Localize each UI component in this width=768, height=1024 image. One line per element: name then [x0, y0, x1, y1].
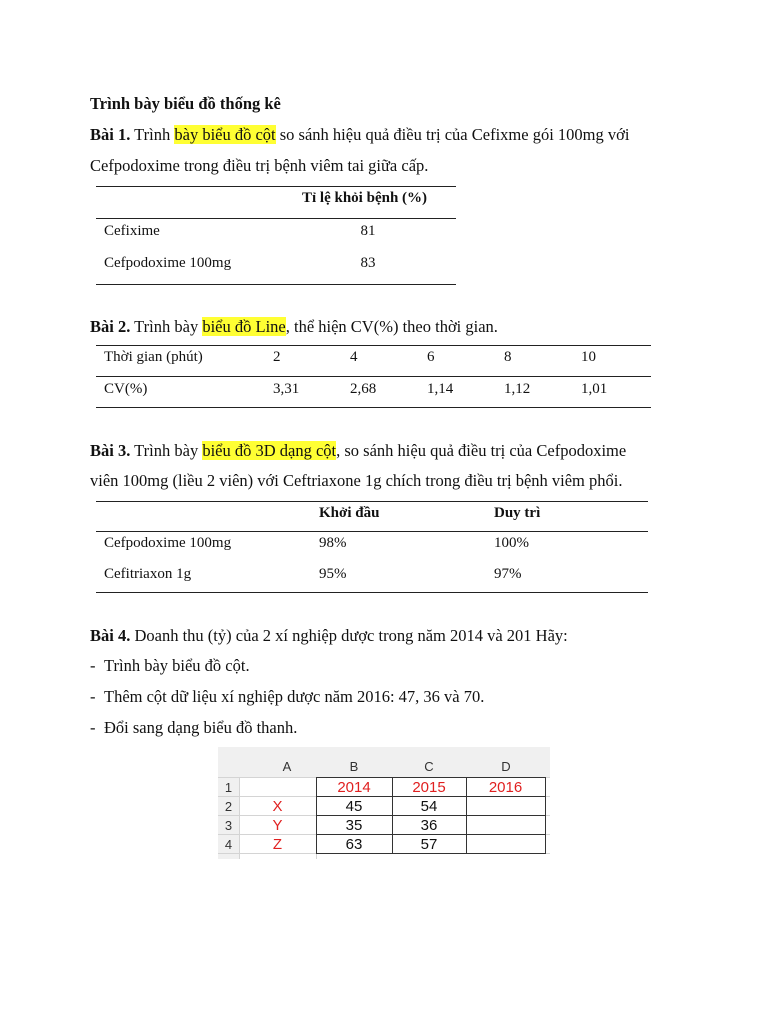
- bai1-highlight: bày biểu đồ cột: [174, 125, 276, 144]
- bai2-cv-cell: 1,12: [504, 381, 531, 397]
- bai2-label: Bài 2.: [90, 317, 131, 336]
- bai2-highlight: biểu đồ Line: [202, 317, 286, 336]
- bullet-text: Đổi sang dạng biểu đồ thanh.: [104, 718, 298, 737]
- bai2-line1: [90, 317, 498, 337]
- bai3-col2-header: Duy trì: [494, 505, 541, 521]
- bai3-row-name: Cefitriaxon 1g: [104, 566, 192, 582]
- bullet-mark: -: [90, 656, 96, 675]
- company-label: X: [272, 798, 283, 815]
- cell-border: [545, 777, 546, 854]
- year-cell: 2016: [488, 779, 523, 796]
- value-cell: 35: [345, 817, 363, 834]
- row-header-3: 3: [224, 818, 233, 833]
- bai2-time-cell: 6: [427, 349, 435, 365]
- table-rule: [96, 407, 651, 408]
- bai2-time-cell: 2: [273, 349, 281, 365]
- table-rule: [96, 531, 648, 532]
- bai2-row1-label: Thời gian (phút): [104, 349, 203, 365]
- bai4-bullet: [90, 718, 297, 738]
- bai3-row-name: Cefpodoxime 100mg: [104, 535, 232, 551]
- bai2-pre: Trình bày: [130, 317, 203, 336]
- value-cell: 45: [345, 798, 363, 815]
- value-cell: 36: [420, 817, 438, 834]
- table-rule: [96, 592, 648, 593]
- bai1-table-header: Tỉ lệ khỏi bệnh (%): [302, 190, 428, 206]
- bai2-row2-label: CV(%): [104, 381, 148, 397]
- bai1-row-name: Cefpodoxime 100mg: [104, 255, 232, 271]
- bai3-pre: Trình bày: [130, 441, 203, 460]
- bai3-row-v2: 100%: [494, 535, 529, 551]
- bai2-cv-cell: 2,68: [350, 381, 377, 397]
- bai1-label: Bài 1.: [90, 125, 131, 144]
- row-header-2: 2: [224, 799, 233, 814]
- table-rule: [96, 345, 651, 346]
- bai1-line2: Cefpodoxime trong điều trị bệnh viêm tai giữa cấp.: [90, 156, 429, 175]
- bai3-col1-header: Khởi đầu: [319, 505, 380, 521]
- column-header-d: D: [501, 759, 511, 774]
- bai4-bullet: [90, 656, 250, 676]
- company-label: Z: [272, 836, 283, 853]
- bai1-row-name: Cefixime: [104, 223, 160, 239]
- bai4-bullet: [90, 687, 484, 707]
- bai3-post: , so sánh hiệu quả điều trị của Cefpodoxime: [336, 441, 627, 460]
- column-header-a: A: [282, 759, 292, 774]
- bai2-time-cell: 8: [504, 349, 512, 365]
- bai2-time-cell: 10: [581, 349, 596, 365]
- bai2-cv-cell: 1,14: [427, 381, 454, 397]
- table-rule: [96, 186, 456, 187]
- table-rule: [96, 218, 456, 219]
- column-header-c: C: [424, 759, 434, 774]
- bai2-time-cell: 4: [350, 349, 358, 365]
- bai3-line1: [90, 441, 626, 461]
- page-heading: Trình bày biểu đồ thống kê: [90, 94, 281, 113]
- bullet-mark: -: [90, 687, 96, 706]
- bai4-text: Doanh thu (tỷ) của 2 xí nghiệp dược trong năm 2014 và 201 Hãy:: [130, 626, 568, 645]
- bai2-cv-cell: 1,01: [581, 381, 608, 397]
- bullet-text: Trình bày biểu đồ cột.: [104, 656, 250, 675]
- row-header-1: 1: [224, 780, 233, 795]
- bai4-line1: [90, 626, 568, 646]
- bai3-row-v1: 95%: [319, 566, 347, 582]
- bai3-highlight: biểu đồ 3D dạng cột: [202, 441, 337, 460]
- bai3-line2: viên 100mg (liều 2 viên) với Ceftriaxone 1g chích trong điều trị bệnh viêm phổi.: [90, 471, 623, 490]
- value-cell: 54: [420, 798, 438, 815]
- bai1-pre: Trình: [130, 125, 175, 144]
- bai3-row-v1: 98%: [319, 535, 347, 551]
- table-rule: [96, 501, 648, 502]
- table-rule: [96, 376, 651, 377]
- bai1-row-value: 81: [360, 223, 376, 239]
- column-header-b: B: [349, 759, 359, 774]
- table-rule: [96, 284, 456, 285]
- bai3-row-v2: 97%: [494, 566, 522, 582]
- bai4-label: Bài 4.: [90, 626, 131, 645]
- value-cell: 63: [345, 836, 363, 853]
- bai2-cv-cell: 3,31: [273, 381, 300, 397]
- year-cell: 2015: [412, 779, 446, 796]
- bai2-post: , thể hiện CV(%) theo thời gian.: [285, 317, 498, 336]
- row-header-4: 4: [224, 837, 233, 852]
- bai1-post: so sánh hiệu quả điều trị của Cefixme gói 100mg với: [275, 125, 630, 144]
- bai3-label: Bài 3.: [90, 441, 131, 460]
- bai1-line1: [90, 125, 629, 145]
- value-cell: 57: [420, 836, 438, 853]
- company-label: Y: [272, 817, 283, 834]
- bullet-text: Thêm cột dữ liệu xí nghiệp dược năm 2016: 47, 36 và 70.: [104, 687, 485, 706]
- bai1-row-value: 83: [360, 255, 376, 271]
- year-cell: 2014: [337, 779, 371, 796]
- spreadsheet-image: [218, 747, 550, 859]
- bullet-mark: -: [90, 718, 96, 737]
